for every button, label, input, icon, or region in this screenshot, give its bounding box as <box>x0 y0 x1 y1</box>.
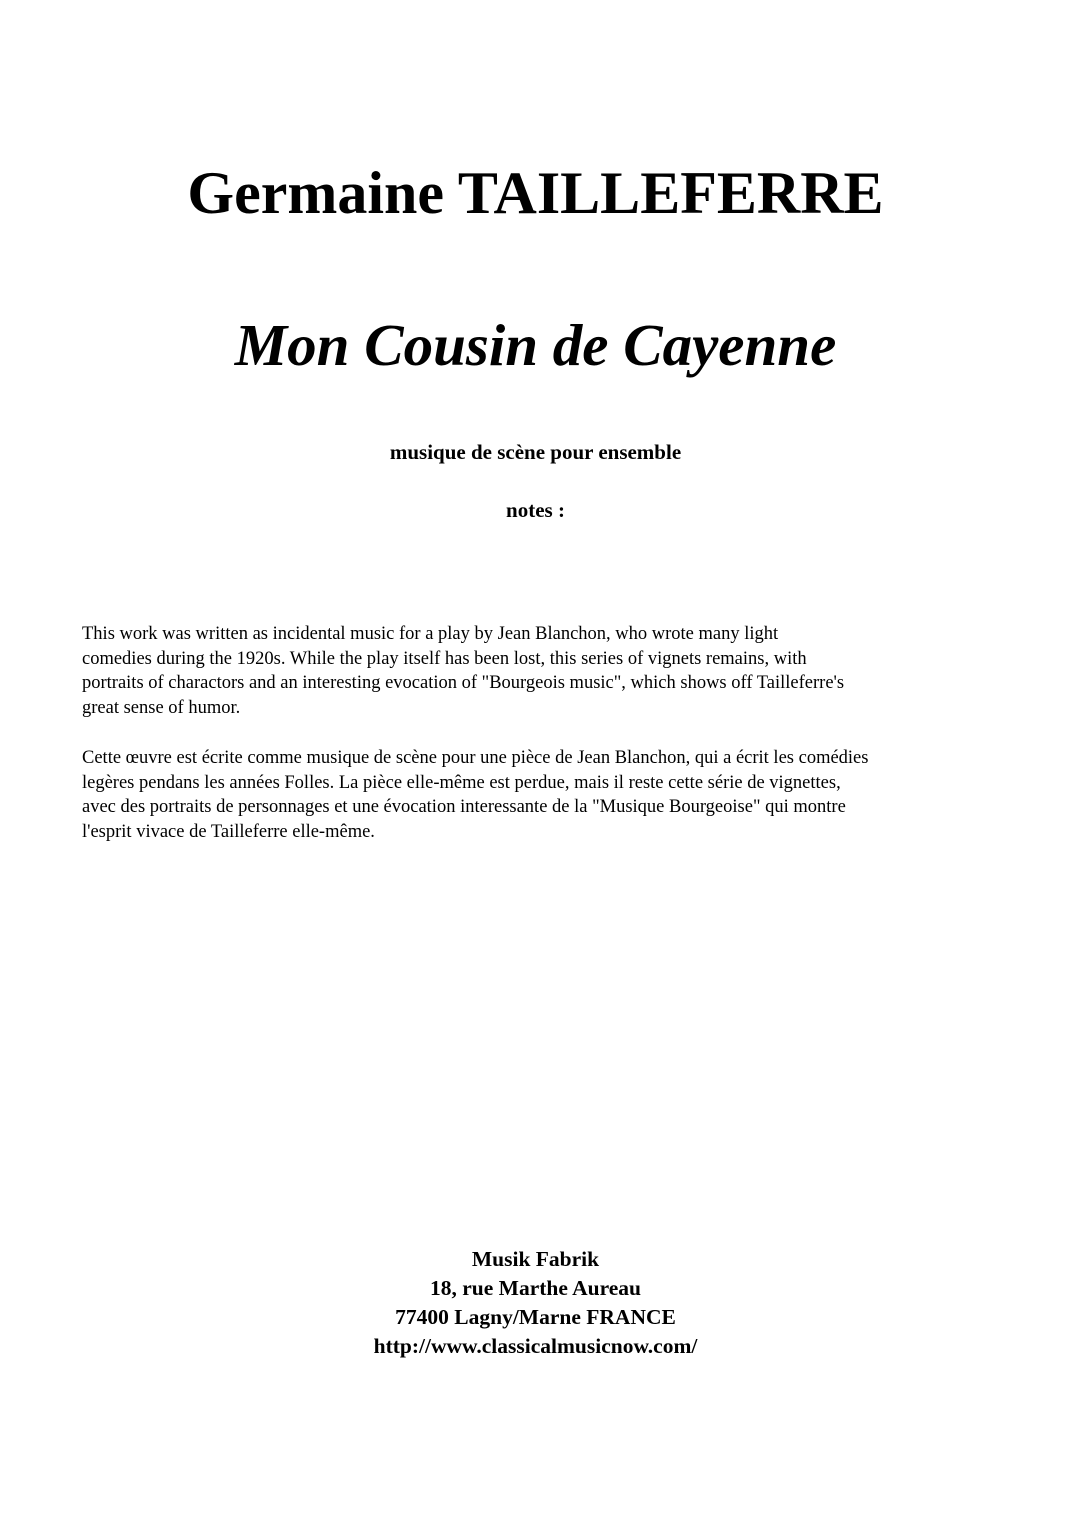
notes-french-paragraph <box>82 746 1012 844</box>
notes-french-line: l'esprit vivace de Tailleferre elle-même. <box>82 821 375 842</box>
notes-heading: notes : <box>506 498 565 522</box>
publisher-street: 18, rue Marthe Aureau <box>430 1276 641 1300</box>
work-title: Mon Cousin de Cayenne <box>234 312 837 378</box>
publisher-address-block <box>0 1245 1071 1361</box>
publisher-city: 77400 Lagny/Marne FRANCE <box>395 1305 676 1329</box>
notes-french-line: avec des portraits de personnages et une évocation interessante de la "Musique Bourgeoise" qui montre <box>82 797 846 817</box>
notes-english-line: portraits of charactors and an interesting evocation of "Bourgeois music", which shows off Tailleferre's <box>82 673 845 693</box>
notes-english-paragraph <box>82 622 1012 720</box>
notes-english-line: comedies during the 1920s. While the play itself has been lost, this series of vignets remains, with <box>82 648 807 669</box>
work-subtitle: musique de scène pour ensemble <box>389 440 682 464</box>
notes-english-line: This work was written as incidental music for a play by Jean Blanchon, who wrote many light <box>82 624 779 644</box>
publisher-name: Musik Fabrik <box>471 1247 600 1271</box>
composer-name: Germaine TAILLEFERRE <box>187 160 884 226</box>
publisher-url: http://www.classicalmusicnow.com/ <box>373 1334 698 1358</box>
notes-french-line: Cette œuvre est écrite comme musique de scène pour une pièce de Jean Blanchon, qui a écrit les comédies <box>82 748 869 768</box>
notes-french-line: legères pendans les années Folles. La pièce elle-même est perdue, mais il reste cette série de vignettes, <box>82 772 841 793</box>
notes-english-line: great sense of humor. <box>82 697 241 718</box>
